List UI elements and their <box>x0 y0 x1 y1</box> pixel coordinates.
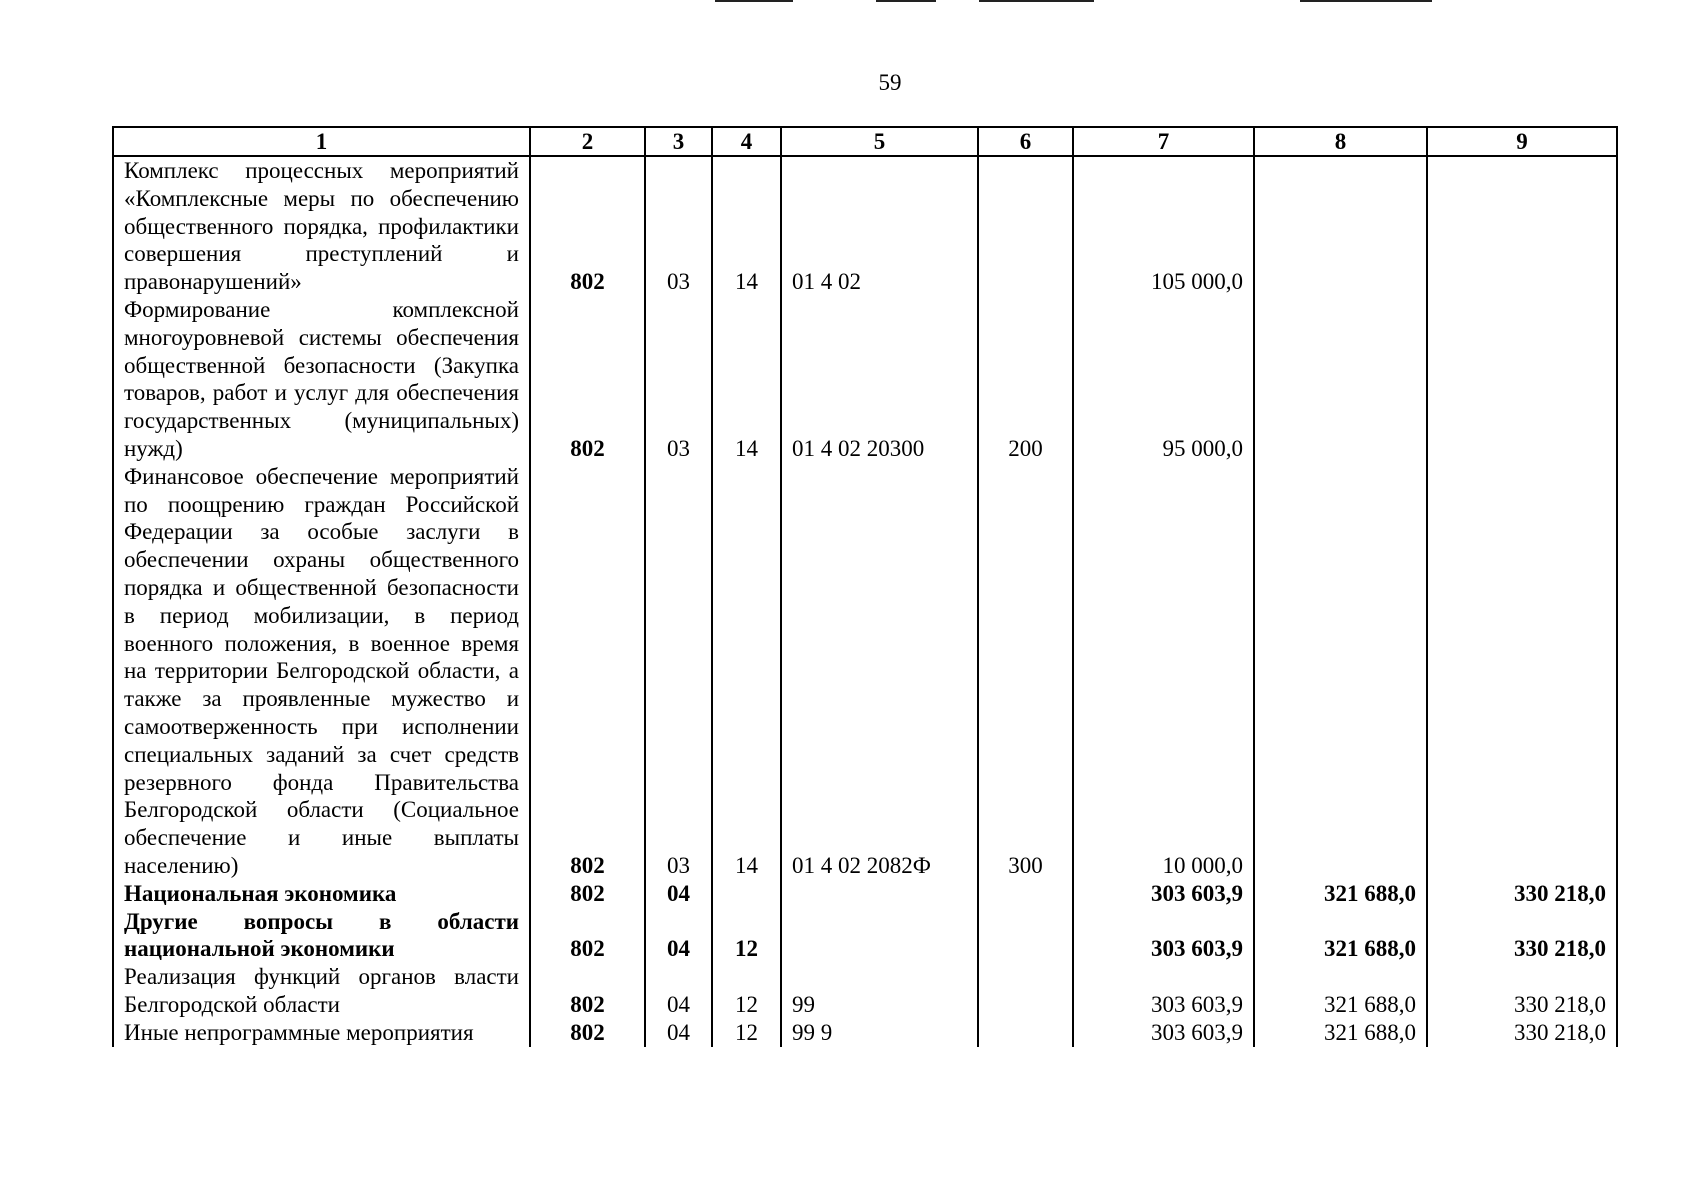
subsection-cell: 14 <box>712 296 781 463</box>
expense-type-cell <box>978 908 1073 964</box>
amount-col9-cell: 330 218,0 <box>1427 908 1617 964</box>
section-cell: 04 <box>645 880 712 908</box>
table-row <box>113 880 1617 908</box>
column-header: 1 <box>113 127 530 156</box>
table-row <box>113 463 1617 880</box>
subsection-cell: 12 <box>712 963 781 1019</box>
scan-mark <box>715 0 793 2</box>
scan-mark <box>1300 0 1432 2</box>
expense-type-cell <box>978 880 1073 908</box>
amount-col8-cell: 321 688,0 <box>1254 908 1427 964</box>
expense-type-cell <box>978 1019 1073 1047</box>
section-cell: 04 <box>645 908 712 964</box>
grbs-code-cell: 802 <box>530 463 645 880</box>
column-header: 7 <box>1073 127 1254 156</box>
amount-col8-cell <box>1254 296 1427 463</box>
scan-mark <box>979 0 1094 2</box>
grbs-code-cell: 802 <box>530 1019 645 1047</box>
section-cell: 03 <box>645 463 712 880</box>
row-name-cell: Иные непрограммные мероприятия <box>113 1019 530 1047</box>
column-header: 3 <box>645 127 712 156</box>
table-row <box>113 296 1617 463</box>
grbs-code-cell: 802 <box>530 880 645 908</box>
subsection-cell: 12 <box>712 1019 781 1047</box>
table-header-row <box>113 127 1617 156</box>
amount-col9-cell <box>1427 463 1617 880</box>
amount-col7-cell: 10 000,0 <box>1073 463 1254 880</box>
amount-col7-cell: 303 603,9 <box>1073 880 1254 908</box>
subsection-cell: 14 <box>712 156 781 296</box>
amount-col7-cell: 303 603,9 <box>1073 1019 1254 1047</box>
amount-col9-cell: 330 218,0 <box>1427 1019 1617 1047</box>
column-header: 8 <box>1254 127 1427 156</box>
page-number: 59 <box>878 70 902 95</box>
grbs-code-cell: 802 <box>530 908 645 964</box>
table-row <box>113 156 1617 296</box>
expense-type-cell: 200 <box>978 296 1073 463</box>
subsection-cell: 12 <box>712 908 781 964</box>
subsection-cell <box>712 880 781 908</box>
scan-mark <box>876 0 936 2</box>
row-name-cell: Финансовое обеспечение мероприятий по поощрению граждан Российской Федерации за особые заслуги в обеспечении охраны общественного порядка и общественной безопасности в период мобилизации, в период военного положения, в военное время на территории Белгородской области, а также за проявленные мужество и самоотверженность при исполнении специальных заданий за счет средств резервного фонда Правительства Белгородской области (Социальное обеспечение и иные выплаты населению) <box>113 463 530 880</box>
amount-col8-cell: 321 688,0 <box>1254 1019 1427 1047</box>
column-header: 4 <box>712 127 781 156</box>
column-header: 5 <box>781 127 978 156</box>
target-article-cell: 99 9 <box>781 1019 978 1047</box>
amount-col9-cell: 330 218,0 <box>1427 963 1617 1019</box>
section-cell: 03 <box>645 296 712 463</box>
target-article-cell: 01 4 02 <box>781 156 978 296</box>
amount-col8-cell <box>1254 463 1427 880</box>
column-header: 2 <box>530 127 645 156</box>
table-row <box>113 908 1617 964</box>
section-cell: 03 <box>645 156 712 296</box>
row-name-cell: Другие вопросы в области национальной экономики <box>113 908 530 964</box>
expense-type-cell <box>978 156 1073 296</box>
amount-col8-cell: 321 688,0 <box>1254 963 1427 1019</box>
column-header: 9 <box>1427 127 1617 156</box>
table-body <box>113 156 1617 1047</box>
amount-col9-cell <box>1427 296 1617 463</box>
grbs-code-cell: 802 <box>530 156 645 296</box>
row-name-cell: Национальная экономика <box>113 880 530 908</box>
target-article-cell <box>781 908 978 964</box>
subsection-cell: 14 <box>712 463 781 880</box>
section-cell: 04 <box>645 1019 712 1047</box>
expense-type-cell: 300 <box>978 463 1073 880</box>
section-cell: 04 <box>645 963 712 1019</box>
amount-col7-cell: 303 603,9 <box>1073 963 1254 1019</box>
table-row <box>113 963 1617 1019</box>
row-name-cell: Комплекс процессных мероприятий «Комплексные меры по обеспечению общественного порядка, профилактики совершения преступлений и правонарушений» <box>113 156 530 296</box>
row-name-cell: Реализация функций органов власти Белгородской области <box>113 963 530 1019</box>
table-row <box>113 1019 1617 1047</box>
grbs-code-cell: 802 <box>530 963 645 1019</box>
column-header: 6 <box>978 127 1073 156</box>
target-article-cell <box>781 880 978 908</box>
amount-col8-cell: 321 688,0 <box>1254 880 1427 908</box>
budget-table <box>112 126 1618 1047</box>
amount-col7-cell: 303 603,9 <box>1073 908 1254 964</box>
grbs-code-cell: 802 <box>530 296 645 463</box>
amount-col7-cell: 95 000,0 <box>1073 296 1254 463</box>
target-article-cell: 01 4 02 20300 <box>781 296 978 463</box>
target-article-cell: 99 <box>781 963 978 1019</box>
target-article-cell: 01 4 02 2082Ф <box>781 463 978 880</box>
amount-col9-cell <box>1427 156 1617 296</box>
amount-col9-cell: 330 218,0 <box>1427 880 1617 908</box>
amount-col7-cell: 105 000,0 <box>1073 156 1254 296</box>
expense-type-cell <box>978 963 1073 1019</box>
amount-col8-cell <box>1254 156 1427 296</box>
row-name-cell: Формирование комплексной многоуровневой системы обеспечения общественной безопасности (Закупка товаров, работ и услуг для обеспечения государственных (муниципальных) нужд) <box>113 296 530 463</box>
